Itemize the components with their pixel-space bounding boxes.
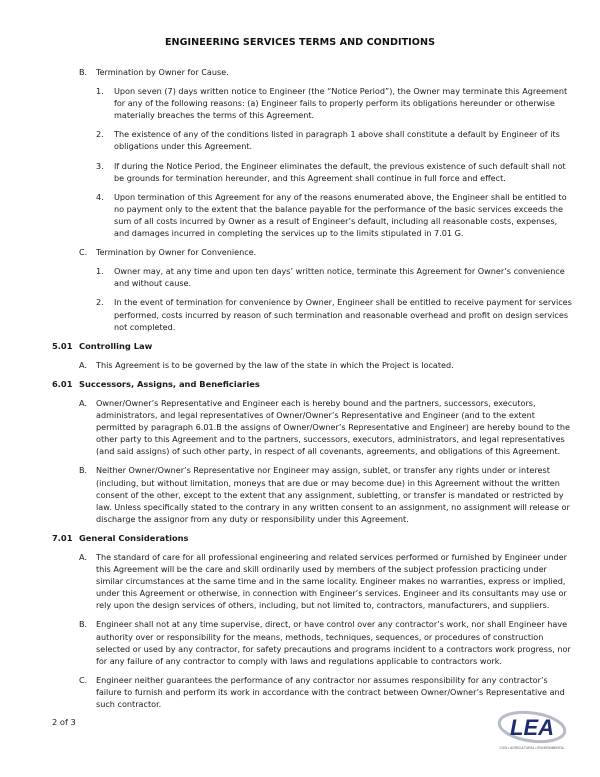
item-text: If during the Notice Period, the Engineer eliminates the default, the previous existence of such default shall not be grounds for termination hereunder, and this Agreement shall continue in full force and effect. xyxy=(114,160,566,183)
lea-logo xyxy=(494,710,570,754)
item-marker: 1. xyxy=(96,86,104,97)
section-heading-6-01 xyxy=(52,378,572,390)
list-item xyxy=(52,674,572,710)
item-text: Owner/Owner’s Representative and Engineer each is hereby bound and the partners, successors, executors, administrators, and legal representatives of Owner/Owner’s Representative and Engineer (and to the extent permitted by paragraph 6.01.B the assigns of Owner/Owner’s Representative and Engineer) are hereby bound to the other party to this Agreement and to the partners, successors, executors, administrators, and legal representatives (and said assigns) of such other party, in respect of all covenants, agreements, and obligations of this Agreement. xyxy=(96,397,570,457)
item-marker: B. xyxy=(79,465,88,476)
list-item xyxy=(52,85,572,121)
list-item xyxy=(52,296,572,332)
item-marker: B. xyxy=(79,619,88,630)
item-marker: 4. xyxy=(96,191,104,202)
document-title: ENGINEERING SERVICES TERMS AND CONDITIONS xyxy=(164,37,436,48)
item-marker: A. xyxy=(79,359,87,370)
document-body xyxy=(52,66,572,710)
item-text: In the event of termination for convenience by Owner, Engineer shall be entitled to receive payment for services performed, costs incurred by reason of such termination and reasonable overhead and profit on design services not completed. xyxy=(114,297,572,332)
list-item xyxy=(52,397,572,457)
item-text: Engineer shall not at any time supervise, direct, or have control over any contractor’s work, nor shall Engineer have authority over or responsibility for the means, methods, techniques, sequences, or procedures of construction selected or used by any contractor, for safety precautions and programs incident to a contractors work progress, nor for any failure of any contractor to comply with laws and regulations applicable to contractors work. xyxy=(96,619,571,666)
item-marker: 1. xyxy=(96,266,104,277)
item-text: Upon termination of this Agreement for any of the reasons enumerated above, the Engineer shall be entitled to no payment only to the extent that the balance payable for the performance of the basic services exceeds the sum of all costs incurred by Owner as a result of Engineer’s default, including all reasonable costs, expenses, and damages incurred in completing the services up to the limits stipulated in 7.01 G. xyxy=(114,191,567,239)
item-text: The existence of any of the conditions listed in paragraph 1 above shall constitute a default by Engineer of its obligations under this Agreement. xyxy=(114,129,560,152)
clause-marker: C. xyxy=(79,247,88,258)
clause-heading: Termination by Owner for Cause. xyxy=(96,67,229,77)
item-marker: A. xyxy=(79,552,87,562)
list-item xyxy=(52,191,572,239)
section-title: Controlling Law xyxy=(79,340,153,351)
item-marker: C. xyxy=(79,674,88,685)
section-number: 6.01 xyxy=(52,378,73,389)
item-text: Engineer neither guarantees the performance of any contractor nor assumes responsibility for any contractor’s failure to furnish and perform its work in accordance with the contract between Owner/Owner’s Representative and such contractor. xyxy=(96,674,565,710)
logo-wordmark: LEA xyxy=(510,715,554,740)
item-text: Neither Owner/Owner’s Representative nor Engineer may assign, sublet, or transfer any rights under or interest (including, but without limitation, moneys that are due or may become due) in this Agreement without the written consent of the other, except to the extent that any assignment, subletting, or transfer is mandated or restricted by law. Unless specifically stated to the contrary in any written consent to an assignment, no assignment will release or discharge the assignor from any duty or responsibility under this Agreement. xyxy=(96,465,570,524)
item-text: Owner may, at any time and upon ten days’ written notice, terminate this Agreement for Owner’s convenience and without cause. xyxy=(114,266,565,289)
section-title: Successors, Assigns, and Beneficiaries xyxy=(79,378,260,389)
item-marker: 2. xyxy=(96,297,104,308)
clause-marker: B. xyxy=(79,67,88,77)
logo-tagline: CIVIL • AGRICULTURAL • ENVIRONMENTAL xyxy=(499,746,565,750)
list-item xyxy=(52,359,572,371)
list-item xyxy=(52,618,572,666)
item-marker: 2. xyxy=(96,129,104,140)
item-text: This Agreement is to be governed by the law of the state in which the Project is located. xyxy=(96,359,454,370)
page-number: 2 of 3 xyxy=(52,717,76,727)
section-heading-7-01 xyxy=(52,532,572,544)
clause-c xyxy=(52,246,572,258)
clause-heading: Termination by Owner for Convenience. xyxy=(96,247,257,258)
item-text: The standard of care for all professional engineering and related services performed or furnished by Engineer under this Agreement will be the care and skill ordinarily used by members of the subject profession practicing under similar circumstances at the same time and in the same locality. Engineer makes no warranties, express or implied, under this Agreement or otherwise, in connection with Engineer’s services. Engineer and its consultants may use or rely upon the design services of others, including, but not limited to, contractors, manufacturers, and suppliers. xyxy=(96,552,567,611)
item-marker: 3. xyxy=(96,160,104,171)
clause-b xyxy=(52,66,572,78)
list-item xyxy=(52,128,572,152)
list-item xyxy=(52,265,572,289)
item-text: Upon seven (7) days written notice to Engineer (the “Notice Period”), the Owner may terminate this Agreement for any of the following reasons: (a) Engineer fails to properly perform its obligations hereunder or otherwise materially breaches the terms of this Agreement. xyxy=(114,86,568,121)
section-number: 7.01 xyxy=(52,532,73,543)
list-item xyxy=(52,464,572,524)
item-marker: A. xyxy=(79,397,87,408)
section-heading-5-01 xyxy=(52,340,572,352)
section-title: General Considerations xyxy=(79,532,189,543)
section-number: 5.01 xyxy=(52,340,73,351)
lea-logo-icon xyxy=(494,710,570,754)
list-item xyxy=(52,160,572,184)
list-item xyxy=(52,551,572,611)
